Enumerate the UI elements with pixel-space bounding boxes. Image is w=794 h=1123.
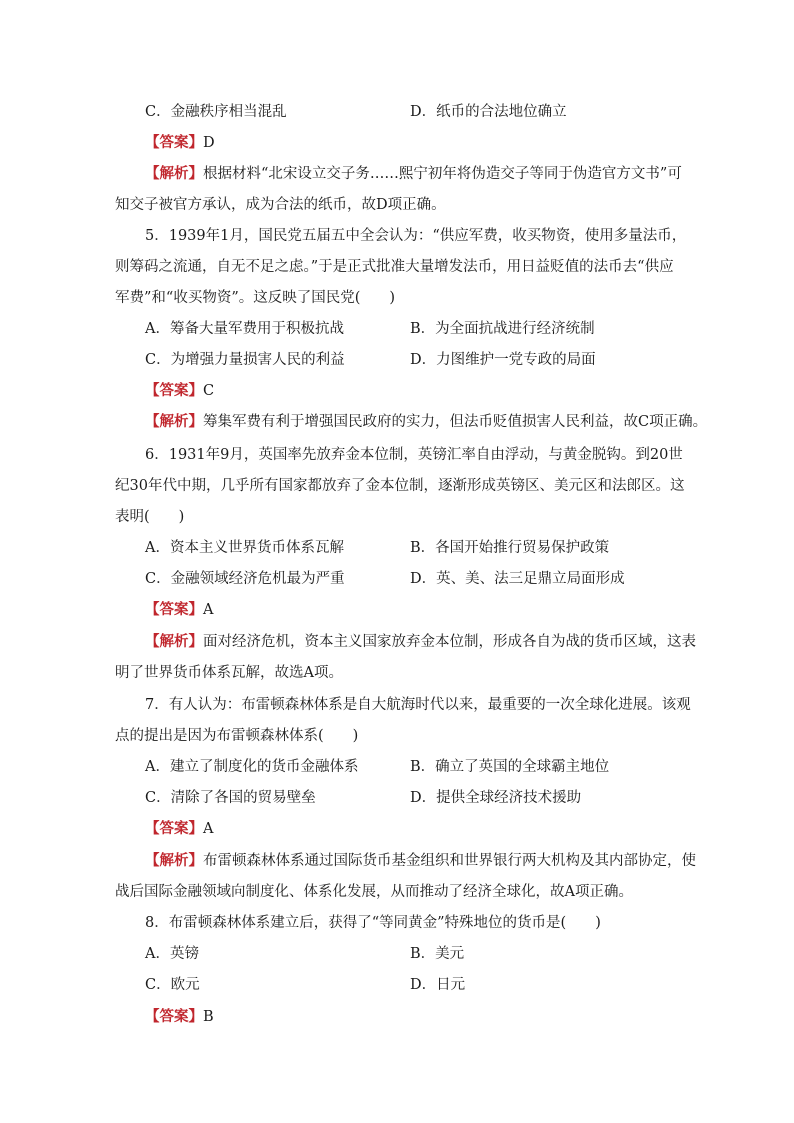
q8-stem-line-1: 8．布雷顿森林体系建立后，获得了“等同黄金”特殊地位的货币是( ) <box>145 915 601 931</box>
q5-analysis-text-1: 筹集军费有利于增强国民政府的实力，但法币贬值损害人民利益，故C项正确。 <box>203 414 708 430</box>
q7-answer <box>145 819 213 839</box>
q5-analysis-line-1 <box>145 412 707 432</box>
q8-answer-value: B <box>203 1009 214 1025</box>
q6-stem-line-1: 6．1931年9月，英国率先放弃金本位制，英镑汇率自由浮动，与黄金脱钩。到20世 <box>145 447 683 463</box>
q4-analysis-text-1: 根据材料“北宋设立交子务……熙宁初年将伪造交子等同于伪造官方文书”可 <box>203 166 682 182</box>
q7-stem-line-2: 点的提出是因为布雷顿森林体系( ) <box>115 728 359 744</box>
q8-option-c: C．欧元 <box>145 977 200 993</box>
q5-answer-value: C <box>203 383 215 399</box>
q5-option-b: B．为全面抗战进行经济统制 <box>410 321 595 337</box>
analysis-tag: 【解析】 <box>145 413 203 430</box>
q6-option-c: C．金融领域经济危机最为严重 <box>145 571 345 587</box>
q7-stem-line-1: 7．有人认为：布雷顿森林体系是自大航海时代以来，最重要的一次全球化进展。该观 <box>145 697 691 713</box>
q6-analysis-line-2: 明了世界货币体系瓦解，故选A项。 <box>115 665 343 681</box>
q6-option-d: D．英、美、法三足鼎立局面形成 <box>410 571 625 587</box>
q6-stem-line-2: 纪30年代中期，几乎所有国家都放弃了金本位制，逐渐形成英镑区、美元区和法郎区。这 <box>115 478 685 494</box>
q5-stem-line-3: 军费”和“收买物资”。这反映了国民党( ) <box>115 290 396 306</box>
q7-analysis-line-2: 战后国际金融领域向制度化、体系化发展，从而推动了经济全球化，故A项正确。 <box>115 884 633 900</box>
q7-option-a: A．建立了制度化的货币金融体系 <box>145 759 359 775</box>
q6-option-a: A．资本主义世界货币体系瓦解 <box>145 540 344 556</box>
q7-analysis-line-1 <box>145 851 696 871</box>
q5-stem-line-2: 则筹码之流通，自无不足之虑。”于是正式批准大量增发法币，用日益贬值的法币去“供应 <box>115 259 674 275</box>
q7-answer-value: A <box>203 821 214 837</box>
q5-option-c: C．为增强力量损害人民的利益 <box>145 352 345 368</box>
q8-option-d: D．日元 <box>410 977 466 993</box>
q7-option-d: D．提供全球经济技术援助 <box>410 790 582 806</box>
answer-tag: 【答案】 <box>145 382 203 399</box>
q4-analysis-line-1 <box>145 164 682 184</box>
q4-option-c: C．金融秩序相当混乱 <box>145 104 287 120</box>
answer-tag: 【答案】 <box>145 134 203 151</box>
q6-answer <box>145 600 213 620</box>
q4-option-d: D．纸币的合法地位确立 <box>410 104 567 120</box>
answer-tag: 【答案】 <box>145 820 203 837</box>
q5-option-a: A．筹备大量军费用于积极抗战 <box>145 321 344 337</box>
q6-answer-value: A <box>203 602 214 618</box>
q7-option-c: C．清除了各国的贸易壁垒 <box>145 790 316 806</box>
q6-analysis-text-1: 面对经济危机，资本主义国家放弃金本位制，形成各自为战的货币区域，这表 <box>203 634 696 650</box>
q5-answer <box>145 381 214 401</box>
q8-option-a: A．英镑 <box>145 946 199 962</box>
q5-stem-line-1: 5．1939年1月，国民党五届五中全会认为：“供应军费，收买物资，使用多量法币， <box>145 228 687 244</box>
q6-option-b: B．各国开始推行贸易保护政策 <box>410 540 610 556</box>
q6-analysis-line-1 <box>145 632 696 652</box>
answer-tag: 【答案】 <box>145 1008 203 1025</box>
analysis-tag: 【解析】 <box>145 165 203 182</box>
q8-answer <box>145 1007 214 1027</box>
q8-option-b: B．美元 <box>410 946 465 962</box>
q5-option-d: D．力图维护一党专政的局面 <box>410 352 596 368</box>
q4-answer-value: D <box>203 135 215 151</box>
analysis-tag: 【解析】 <box>145 633 203 650</box>
answer-tag: 【答案】 <box>145 601 203 618</box>
q6-stem-line-3: 表明( ) <box>115 509 185 525</box>
q7-analysis-text-1: 布雷顿森林体系通过国际货币基金组织和世界银行两大机构及其内部协定，使 <box>203 853 696 869</box>
analysis-tag: 【解析】 <box>145 852 203 869</box>
q4-analysis-line-2: 知交子被官方承认，成为合法的纸币，故D项正确。 <box>115 197 446 213</box>
q4-answer <box>145 133 215 153</box>
q7-option-b: B．确立了英国的全球霸主地位 <box>410 759 610 775</box>
